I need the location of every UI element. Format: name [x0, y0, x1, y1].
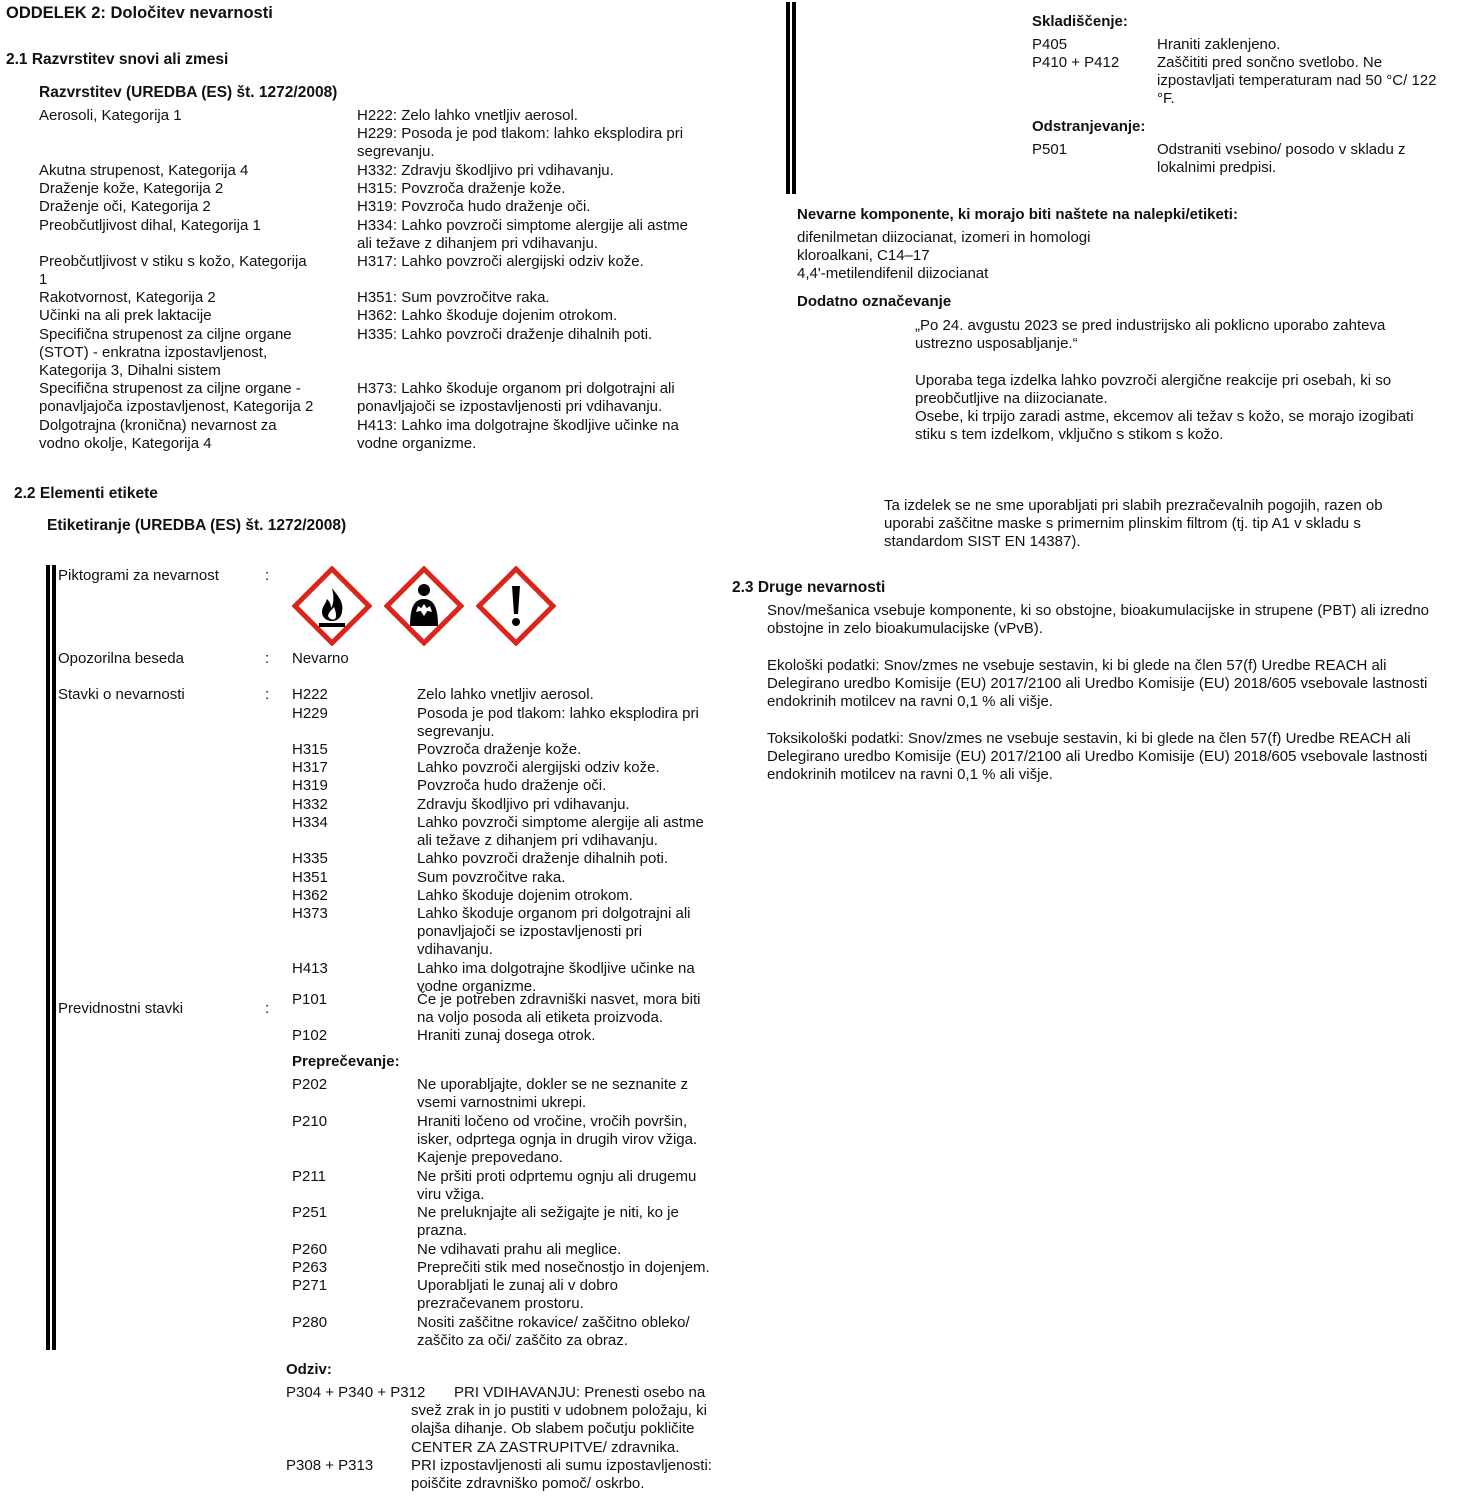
- precaution-text: Zaščititi pred sončno svetlobo. Ne izpostavljati temperaturam nad 50 °C/ 122 °F.: [1157, 54, 1437, 108]
- classification-hazard: H335: Lahko povzroči draženje dihalnih poti.: [357, 326, 653, 343]
- precaution-text: Nositi zaščitne rokavice/ zaščitno obleko/ zaščito za oči/ zaščito za obraz.: [417, 1314, 690, 1350]
- signal-word: Nevarno: [292, 650, 349, 667]
- classification-category: Rakotvornost, Kategorija 2: [39, 289, 216, 306]
- section-2-2-title: 2.2 Elementi etikete: [14, 485, 158, 502]
- precaution-code: P202: [292, 1076, 328, 1093]
- precaution-text: Če je potreben zdravniški nasvet, mora biti na voljo posoda ali etiketa proizvoda.: [417, 991, 701, 1027]
- change-bar-right-2: [792, 2, 796, 194]
- precaution-code: P102: [292, 1027, 328, 1044]
- hazard-text: Povzroča draženje kože.: [417, 741, 582, 758]
- classification-category: Draženje oči, Kategorija 2: [39, 198, 211, 215]
- hazard-code: H315: [292, 741, 328, 758]
- hazard-text: Zdravju škodljivo pri vdihavanju.: [417, 796, 630, 813]
- precautionary-label: Previdnostni stavki: [58, 1000, 184, 1017]
- precaution-code: P101: [292, 991, 328, 1008]
- hazard-statements-label: Stavki o nevarnosti: [58, 686, 185, 703]
- classification-hazard: H351: Sum povzročitve raka.: [357, 289, 550, 306]
- ventilation-note: Ta izdelek se ne sme uporabljati pri slabih prezračevalnih pogojih, razen ob uporabi zaščitne maske s primernim plinskim filtrom (tj. tip A1 v skladu s standardom SIST EN 14387).: [884, 497, 1383, 551]
- classification-category: Specifična strupenost za ciljne organe (STOT) - enkratna izpostavljenost, Kategorija 3, Dihalni sistem: [39, 326, 292, 380]
- classification-category: Akutna strupenost, Kategorija 4: [39, 162, 249, 179]
- classification-hazard: H413: Lahko ima dolgotrajne škodljive učinke na vodne organizme.: [357, 417, 679, 453]
- precaution-text: PRI VDIHAVANJU: Prenesti osebo na svež zrak in jo pustiti v udobnem položaju, ki olajša dihanje. Ob slabem počutju pokličite CENTER ZA ZASTRUPITVE/ zdravnika.: [411, 1384, 707, 1456]
- other-hazards-pbt: Snov/mešanica vsebuje komponente, ki so obstojne, bioakumulacijske in strupene (PBT) ali izredno obstojne in zelo bioakumulacijske (vPvB).: [767, 602, 1430, 638]
- section-2-1-title: 2.1 Razvrstitev snovi ali zmesi: [6, 51, 229, 68]
- classification-category: Preobčutljivost dihal, Kategorija 1: [39, 217, 261, 234]
- disposal-heading: Odstranjevanje:: [1032, 118, 1146, 135]
- precaution-code: P304 + P340 + P312: [286, 1384, 426, 1401]
- precaution-code: P211: [292, 1168, 326, 1185]
- precaution-code: P210: [292, 1113, 328, 1130]
- section-title: ODDELEK 2: Določitev nevarnosti: [6, 4, 273, 22]
- classification-category: Aerosoli, Kategorija 1: [39, 107, 182, 124]
- precaution-code: P501: [1032, 141, 1068, 158]
- hazard-code: H229: [292, 705, 328, 722]
- other-hazards-eco: Ekološki podatki: Snov/zmes ne vsebuje sestavin, ki bi glede na člen 57(f) Uredbe REACH ali Delegirano uredbo Komisije (EU) 2017/2100 ali Uredbo Komisije (EU) 2018/605 vsebovale lastnosti endokrinih motilcev na ravni 0,1 % ali višje.: [767, 657, 1428, 711]
- response-heading: Odziv:: [286, 1361, 332, 1378]
- classification-category: Dolgotrajna (kronična) nevarnost za vodno okolje, Kategorija 4: [39, 417, 277, 453]
- pictograms-label: Piktogrami za nevarnost: [58, 567, 219, 584]
- hazard-code: H362: [292, 887, 328, 904]
- hazard-text: Lahko povzroči draženje dihalnih poti.: [417, 850, 668, 867]
- hazard-text: Lahko povzroči alergijski odziv kože.: [417, 759, 660, 776]
- hazard-code: H319: [292, 777, 328, 794]
- prevention-heading: Preprečevanje:: [292, 1053, 400, 1070]
- flame-icon: [292, 566, 372, 646]
- precaution-text: Hraniti zunaj dosega otrok.: [417, 1027, 596, 1044]
- colon: :: [265, 1000, 270, 1017]
- hazard-text: Lahko škoduje organom pri dolgotrajni ali ponavljajoči se izpostavljenosti pri vdihavanju.: [417, 905, 691, 959]
- labelling-subtitle: Etiketiranje (UREDBA (ES) št. 1272/2008): [47, 517, 347, 534]
- classification-category: Specifična strupenost za ciljne organe - ponavljajoča izpostavljenost, Kategorija 2: [39, 380, 314, 416]
- colon: :: [265, 686, 270, 703]
- classification-hazard: H373: Lahko škoduje organom pri dolgotrajni ali ponavljajoči se izpostavljenosti pri vdihavanju.: [357, 380, 675, 416]
- exclamation-icon: [476, 566, 556, 646]
- classification-category: Draženje kože, Kategorija 2: [39, 180, 224, 197]
- precaution-text: Preprečiti stik med nosečnostjo in dojenjem.: [417, 1259, 710, 1276]
- precaution-text: Ne vdihavati prahu ali meglice.: [417, 1241, 622, 1258]
- components-list: difenilmetan diizocianat, izomeri in homologi kloroalkani, C14–17 4,4'-metilendifenil diizocianat: [797, 229, 1091, 283]
- classification-category: Učinki na ali prek laktacije: [39, 307, 212, 324]
- extra-labelling-title: Dodatno označevanje: [797, 293, 952, 310]
- precaution-text: Ne uporabljajte, dokler se ne seznanite z vsemi varnostnimi ukrepi.: [417, 1076, 688, 1112]
- hazard-code: H351: [292, 869, 328, 886]
- precaution-code: P271: [292, 1277, 328, 1294]
- hazard-code: H332: [292, 796, 328, 813]
- hazard-text: Lahko povzroči simptome alergije ali astme ali težave z dihanjem pri vdihavanju.: [417, 814, 704, 850]
- precaution-text: Ne preluknjajte ali sežigajte je niti, ko je prazna.: [417, 1204, 679, 1240]
- classification-hazard: H332: Zdravju škodljivo pri vdihavanju.: [357, 162, 614, 179]
- precaution-code: P251: [292, 1204, 328, 1221]
- section-2-3-title: 2.3 Druge nevarnosti: [732, 579, 886, 596]
- precaution-text: Hraniti ločeno od vročine, vročih površin, isker, odprtega ognja in drugih virov vžiga. Kajenje prepovedano.: [417, 1113, 698, 1167]
- precaution-code: P263: [292, 1259, 328, 1276]
- precaution-code: P260: [292, 1241, 328, 1258]
- hazard-code: H334: [292, 814, 328, 831]
- colon: :: [265, 567, 270, 584]
- hazard-text: Povzroča hudo draženje oči.: [417, 777, 607, 794]
- hazard-text: Lahko ima dolgotrajne škodljive učinke na vodne organizme.: [417, 960, 695, 996]
- classification-hazard: H319: Povzroča hudo draženje oči.: [357, 198, 591, 215]
- classification-category: Preobčutljivost v stiku s kožo, Kategorija 1: [39, 253, 307, 289]
- extra-labelling-text: „Po 24. avgustu 2023 se pred industrijsko ali poklicno uporabo zahteva ustrezno usposabljanje.“ Uporaba tega izdelka lahko povzroči alergične reakcije pri osebah, ki so preobčutljive na diizocianate. Osebe, ki trpijo zaradi astme, ekcemov ali težav s kožo, se morajo izogibati stiku s tem izdelkom, vključno s stikom s kožo.: [915, 317, 1414, 444]
- precaution-code: P405: [1032, 36, 1068, 53]
- precaution-code: P280: [292, 1314, 328, 1331]
- hazard-text: Posoda je pod tlakom: lahko eksplodira pri segrevanju.: [417, 705, 699, 741]
- precaution-text: PRI izpostavljenosti ali sumu izpostavljenosti: poiščite zdravniško pomoč/ oskrbo.: [411, 1457, 712, 1493]
- classification-hazard: H334: Lahko povzroči simptome alergije ali astme ali težave z dihanjem pri vdihavanju.: [357, 217, 688, 253]
- precaution-text: Odstraniti vsebino/ posodo v skladu z lokalnimi predpisi.: [1157, 141, 1406, 177]
- colon: :: [265, 650, 270, 667]
- hazard-code: H373: [292, 905, 328, 922]
- storage-heading: Skladiščenje:: [1032, 13, 1128, 30]
- hazard-text: Zelo lahko vnetljiv aerosol.: [417, 686, 594, 703]
- precaution-code: P410 + P412: [1032, 54, 1120, 71]
- hazard-code: H413: [292, 960, 328, 977]
- change-bar-right-1: [786, 2, 790, 194]
- hazard-text: Sum povzročitve raka.: [417, 869, 566, 886]
- signal-word-label: Opozorilna beseda: [58, 650, 184, 667]
- other-hazards-tox: Toksikološki podatki: Snov/zmes ne vsebuje sestavin, ki bi glede na člen 57(f) Uredbe REACH ali Delegirano uredbo Komisije (EU) 2017/2100 ali Uredbo Komisije (EU) 2018/605 vsebovale lastnosti endokrinih motilcev na ravni 0,1 % ali višje.: [767, 730, 1428, 784]
- classification-hazard: H317: Lahko povzroči alergijski odziv kože.: [357, 253, 644, 270]
- classification-subtitle: Razvrstitev (UREDBA (ES) št. 1272/2008): [39, 84, 338, 101]
- classification-hazard: H362: Lahko škoduje dojenim otrokom.: [357, 307, 618, 324]
- precaution-text: Uporabljati le zunaj ali v dobro prezračevanem prostoru.: [417, 1277, 618, 1313]
- precaution-code: P308 + P313: [286, 1457, 374, 1474]
- hazard-code: H317: [292, 759, 328, 776]
- classification-hazard: H315: Povzroča draženje kože.: [357, 180, 566, 197]
- hazard-text: Lahko škoduje dojenim otrokom.: [417, 887, 633, 904]
- change-bar-left-1: [46, 565, 50, 1350]
- hazard-code: H335: [292, 850, 328, 867]
- health-hazard-icon: [384, 566, 464, 646]
- classification-hazard: H222: Zelo lahko vnetljiv aerosol. H229: Posoda je pod tlakom: lahko eksplodira pri segrevanju.: [357, 107, 684, 161]
- precaution-text: Ne pršiti proti odprtemu ognju ali drugemu viru vžiga.: [417, 1168, 697, 1204]
- components-title: Nevarne komponente, ki morajo biti naštete na nalepki/etiketi:: [797, 206, 1238, 223]
- precaution-text: Hraniti zaklenjeno.: [1157, 36, 1281, 53]
- change-bar-left-2: [52, 565, 56, 1350]
- hazard-code: H222: [292, 686, 328, 703]
